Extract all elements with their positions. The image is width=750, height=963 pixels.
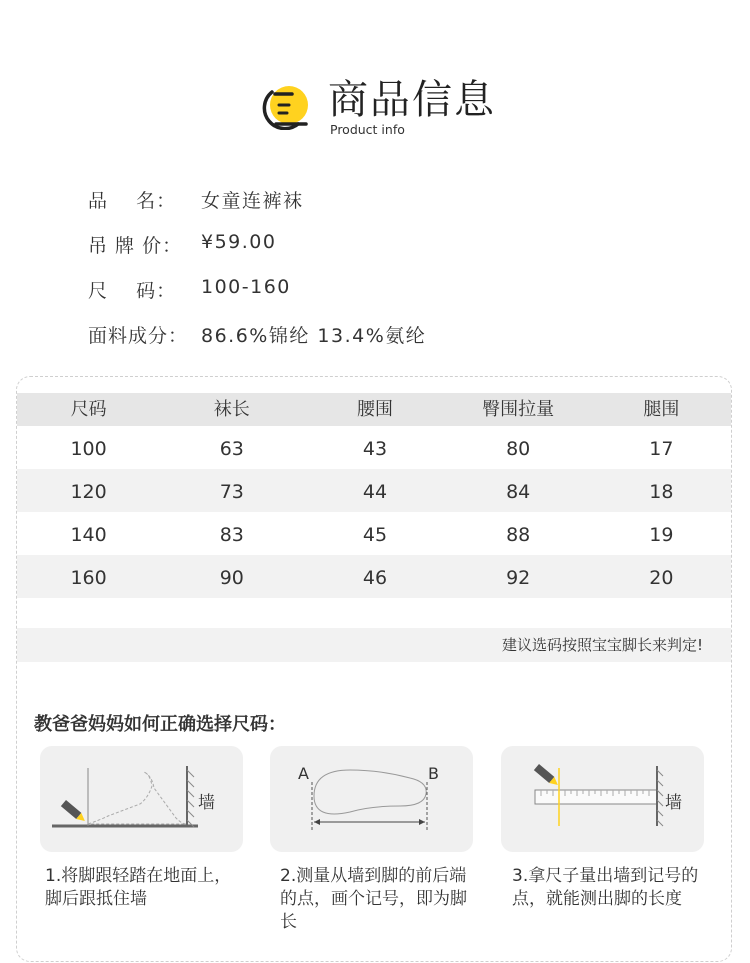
table-cell: 84	[506, 481, 531, 503]
table-cell: 100	[70, 438, 107, 460]
info-row-price	[88, 231, 426, 276]
info-value: ¥59.00	[201, 231, 277, 253]
page-title: 商品信息	[328, 77, 496, 123]
info-label: 吊 牌 价：	[88, 235, 183, 257]
table-cell: 92	[506, 567, 531, 589]
step-2-text: 2.测量从墙到脚的前后端的点，画个记号，即为脚长	[280, 866, 467, 932]
step-1-text: 1.将脚跟轻踏在地面上，脚后跟抵住墙	[45, 866, 232, 909]
info-label: 尺 码：	[88, 280, 177, 302]
wall-label: 墙	[665, 793, 682, 813]
column-header: 腿围	[643, 399, 680, 420]
product-info	[88, 186, 426, 366]
table-cell: 83	[219, 524, 244, 546]
table-cell: 88	[506, 524, 531, 546]
table-cell: 20	[649, 567, 674, 589]
table-row	[17, 469, 732, 512]
page-subtitle: Product info	[330, 122, 405, 137]
info-value: 86.6%锦纶 13.4%氨纶	[201, 325, 427, 347]
table-cell: 18	[649, 481, 674, 503]
table-cell: 73	[219, 481, 244, 503]
size-chart-panel	[16, 376, 732, 962]
table-cell: 90	[219, 567, 244, 589]
document-list-icon	[262, 84, 316, 130]
step-3-illustration	[501, 746, 704, 852]
table-row	[17, 426, 732, 469]
step-1-illustration	[40, 746, 243, 852]
size-advice-note: 建议选码按照宝宝脚长来判定!	[17, 628, 732, 662]
table-row	[17, 555, 732, 598]
step-3-text: 3.拿尺子量出墙到记号的点，就能测出脚的长度	[512, 866, 699, 909]
info-label: 面料成分：	[88, 325, 189, 347]
column-header: 袜长	[213, 399, 250, 420]
table-cell: 19	[649, 524, 674, 546]
info-row-name	[88, 186, 426, 231]
column-header: 尺码	[70, 399, 107, 420]
point-a-label: A	[298, 764, 309, 783]
table-cell: 45	[362, 524, 388, 546]
step-2-illustration	[270, 746, 473, 852]
info-row-size	[88, 276, 426, 321]
table-cell: 140	[70, 524, 107, 546]
table-cell: 43	[362, 438, 388, 460]
info-value: 女童连裤袜	[201, 190, 304, 212]
info-label: 品 名：	[88, 190, 177, 212]
column-header: 臀围拉量	[482, 399, 555, 420]
info-row-fabric	[88, 321, 426, 366]
column-header: 腰围	[356, 399, 393, 420]
page-header	[0, 72, 750, 142]
footprint-measure-icon	[270, 746, 473, 852]
point-b-label: B	[428, 764, 439, 783]
table-cell: 44	[362, 481, 388, 503]
table-cell: 46	[362, 567, 388, 589]
table-header-row	[17, 393, 732, 426]
table-row	[17, 512, 732, 555]
table-cell: 17	[649, 438, 674, 460]
table-cell: 160	[70, 567, 107, 589]
table-cell: 120	[70, 481, 107, 503]
guide-title: 教爸爸妈妈如何正确选择尺码：	[34, 714, 286, 735]
table-cell: 80	[506, 438, 531, 460]
wall-label: 墙	[198, 793, 215, 813]
table-cell: 63	[219, 438, 244, 460]
info-value: 100-160	[201, 276, 291, 298]
size-table	[17, 393, 732, 598]
